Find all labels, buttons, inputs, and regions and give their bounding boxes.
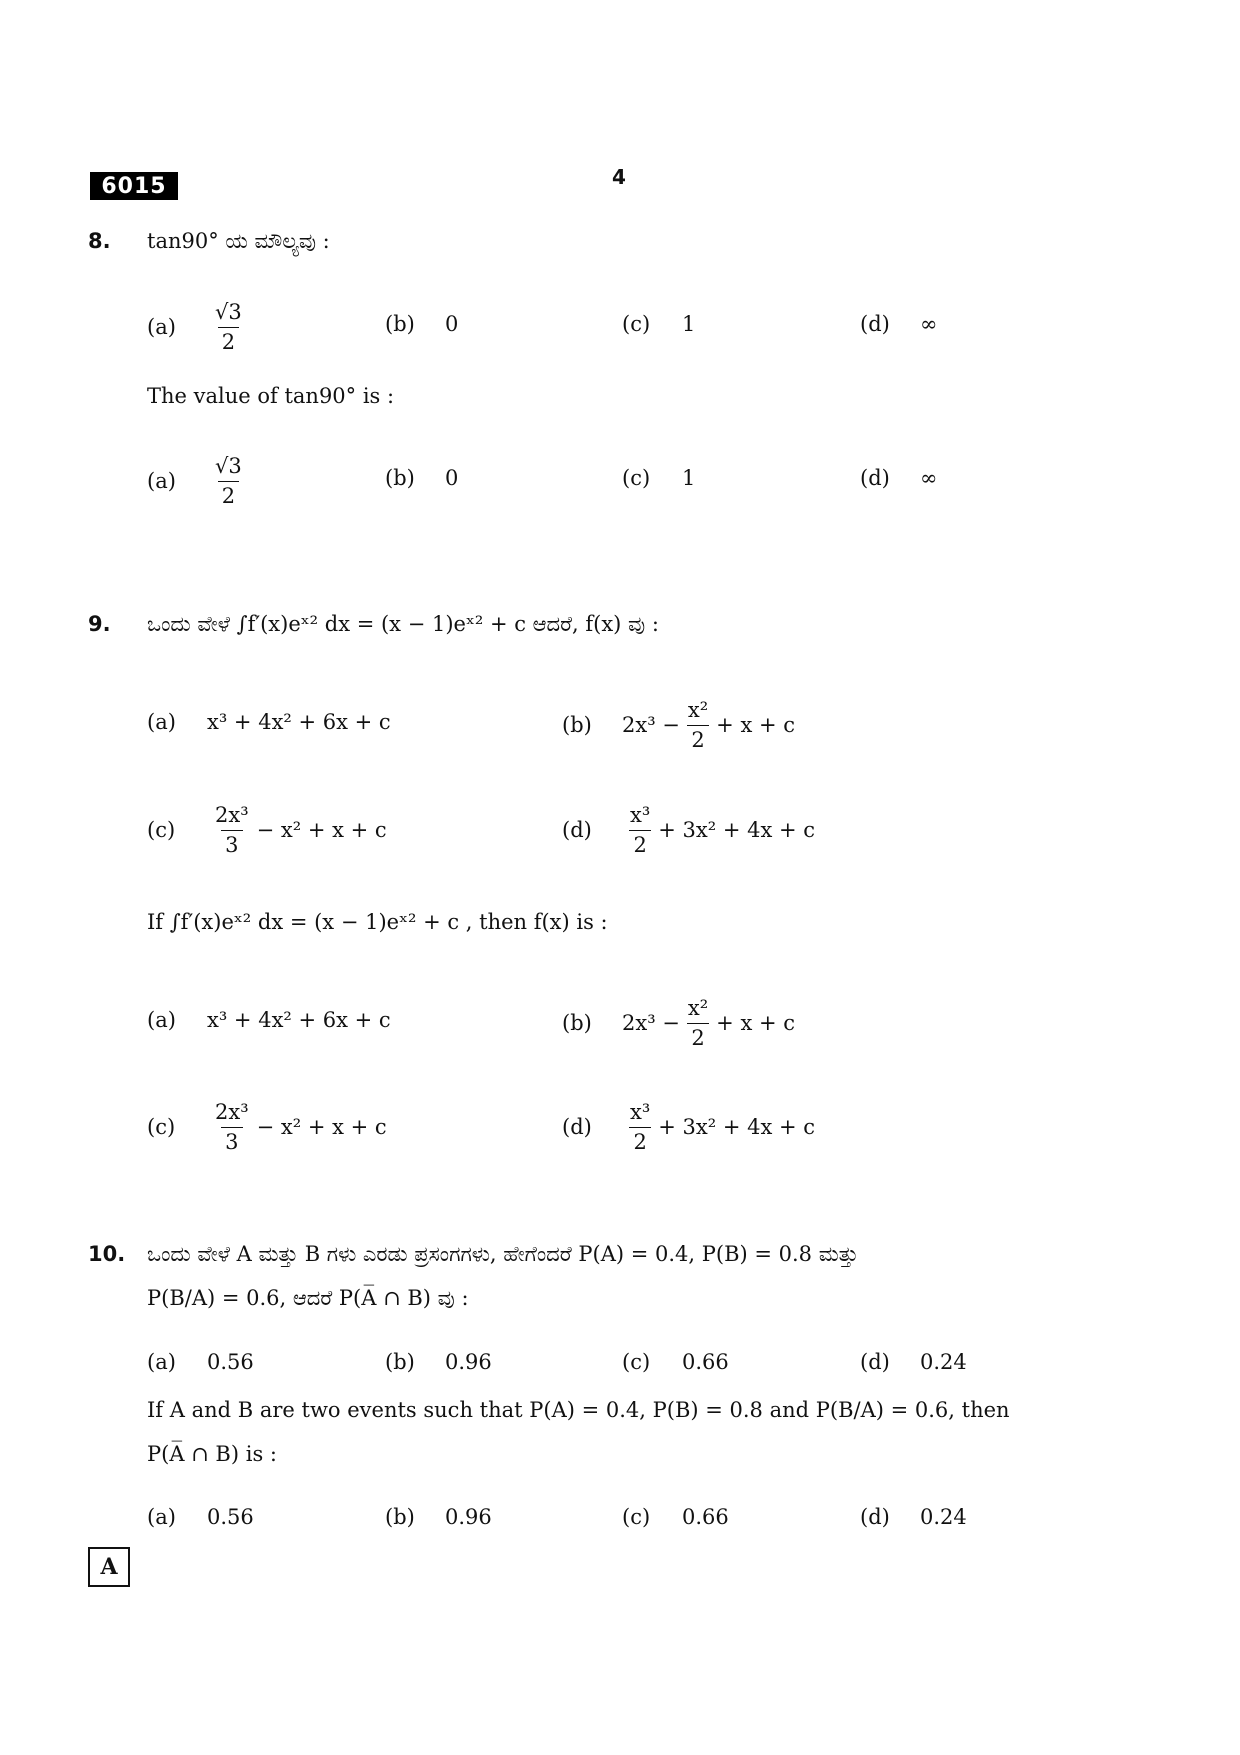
question-set-marker: A [88, 1547, 130, 1587]
q9-en-option-d: (d) $\frac{\text{x³}}{2}$ + 3x² + 4x + c [562, 1100, 816, 1154]
q10-en-option-c: (c) 0.66 [622, 1505, 729, 1529]
question-9-english: If ∫f′(x)eˣ² dx = (x − 1)eˣ² + c , then f(x) is : [147, 910, 608, 934]
q9-en-option-b: (b) 2x³ − $\frac{\text{x²}}{2}$ + x + c [562, 996, 795, 1050]
q10-kn-option-d: (d) 0.24 [860, 1350, 967, 1374]
q9-kn-option-a: (a) x³ + 4x² + 6x + c [147, 710, 391, 734]
question-8-kannada: tan90° ಯ ಮೌಲ್ಯವು : [147, 229, 330, 253]
q8-en-option-b: (b) 0 [385, 466, 459, 490]
question-9-number: 9. [88, 612, 111, 636]
q8-kn-option-d: (d) ∞ [860, 312, 938, 336]
q10-kn-option-c: (c) 0.66 [622, 1350, 729, 1374]
q8-kn-option-b: (b) 0 [385, 312, 459, 336]
question-8-number: 8. [88, 229, 111, 253]
q10-en-option-d: (d) 0.24 [860, 1505, 967, 1529]
q8-kn-option-a: (a) $\frac{√3}{2}$ [147, 300, 242, 354]
paper-code: 6015 [90, 172, 178, 200]
q10-kn-option-b: (b) 0.96 [385, 1350, 492, 1374]
q8-kn-option-c: (c) 1 [622, 312, 696, 336]
question-9-kannada: ಒಂದು ವೇಳೆ ∫f′(x)eˣ² dx = (x − 1)eˣ² + c ಆದರೆ, f(x) ವು : [147, 612, 659, 636]
question-10-english: If A and B are two events such that P(A) = 0.4, P(B) = 0.8 and P(B/A) = 0.6, then P(A̅ ∩ B) is : [147, 1398, 1010, 1466]
q9-kn-option-b: (b) 2x³ − $\frac{\text{x²}}{2}$ + x + c [562, 698, 795, 752]
page-number: 4 [612, 165, 626, 189]
question-10-kannada: ಒಂದು ವೇಳೆ A ಮತ್ತು B ಗಳು ಎರಡು ಪ್ರಸಂಗಗಳು, ಹೇಗೆಂದರೆ P(A) = 0.4, P(B) = 0.8 ಮತ್ತು P(B/A) = 0.6, ಆದರೆ P(A̅ ∩ B) ವು : [147, 1242, 859, 1310]
q9-kn-option-d: (d) $\frac{\text{x³}}{2}$ + 3x² + 4x + c [562, 803, 816, 857]
q10-en-option-a: (a) 0.56 [147, 1505, 254, 1529]
q9-en-option-a: (a) x³ + 4x² + 6x + c [147, 1008, 391, 1032]
question-10-number: 10. [88, 1242, 126, 1266]
question-8-english: The value of tan90° is : [147, 384, 395, 408]
q8-en-option-c: (c) 1 [622, 466, 696, 490]
q8-en-option-d: (d) ∞ [860, 466, 938, 490]
q9-kn-option-c: (c) $\frac{\text{2x³}}{3}$ − x² + x + c [147, 803, 387, 857]
q10-en-option-b: (b) 0.96 [385, 1505, 492, 1529]
q8-en-option-a: (a) $\frac{√3}{2}$ [147, 454, 242, 508]
q9-en-option-c: (c) $\frac{\text{2x³}}{3}$ − x² + x + c [147, 1100, 387, 1154]
q10-kn-option-a: (a) 0.56 [147, 1350, 254, 1374]
